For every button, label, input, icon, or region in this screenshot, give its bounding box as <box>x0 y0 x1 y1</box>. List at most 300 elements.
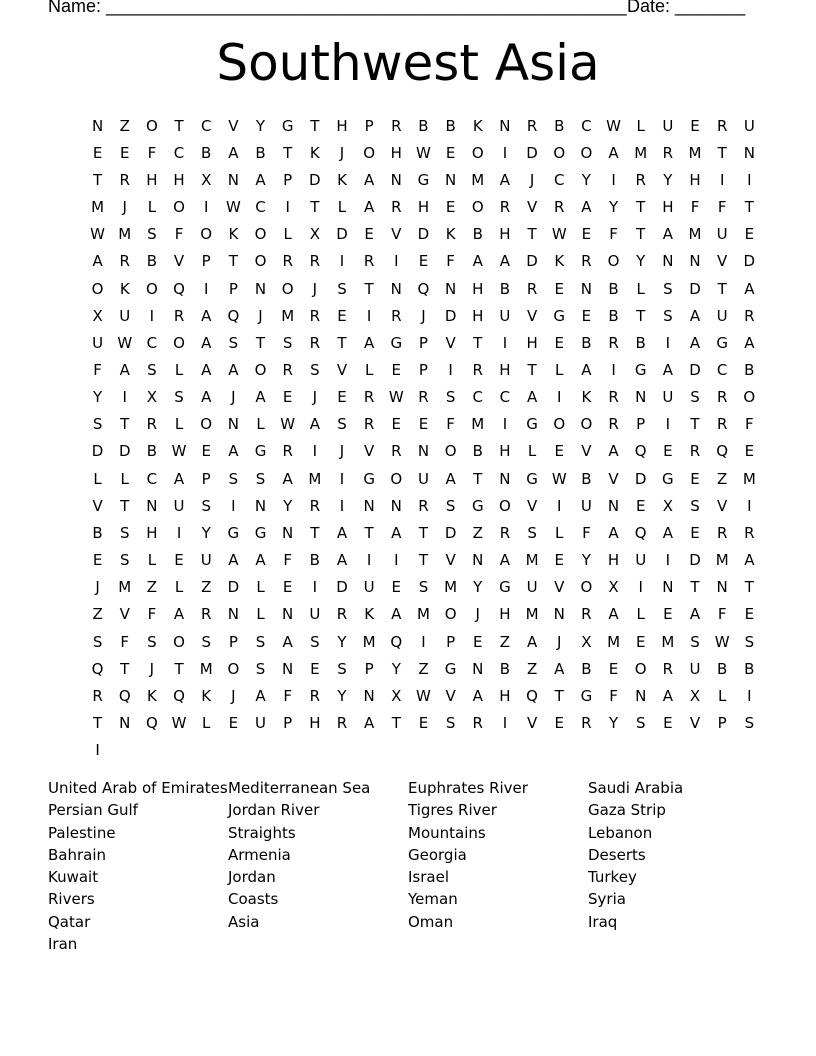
grid-letter: T <box>690 415 700 434</box>
grid-letter: S <box>310 632 320 651</box>
grid-letter: T <box>744 198 754 217</box>
grid-letter: D <box>526 143 538 162</box>
grid-letter: O <box>227 659 240 678</box>
grid-letter: F <box>717 198 727 217</box>
grid-letter: D <box>227 578 240 597</box>
grid-letter: N <box>390 279 402 298</box>
grid-letter: G <box>580 686 593 705</box>
grid-letter: Q <box>91 659 104 678</box>
grid-letter: P <box>446 632 456 651</box>
grid-letter: S <box>92 632 103 651</box>
grid-letter: C <box>472 388 483 407</box>
grid-letter: V <box>717 252 728 271</box>
grid-letter: Q <box>526 686 538 705</box>
grid-letter: L <box>93 469 102 488</box>
grid-letter: B <box>92 523 103 542</box>
grid-letter: R <box>716 523 728 542</box>
grid-letter: R <box>554 198 565 217</box>
grid-letter: L <box>202 714 211 733</box>
grid-letter: S <box>201 496 211 515</box>
grid-letter: W <box>280 415 296 434</box>
grid-letter: L <box>120 469 129 488</box>
grid-letter: J <box>312 279 318 298</box>
grid-letter: Y <box>337 632 347 651</box>
grid-letter: K <box>146 686 157 705</box>
grid-letter: S <box>282 333 293 352</box>
grid-letter: N <box>254 496 267 515</box>
grid-letter: A <box>364 170 375 189</box>
grid-letter: T <box>690 578 700 597</box>
grid-letter: O <box>444 605 457 624</box>
grid-letter: E <box>581 225 592 244</box>
grid-letter: V <box>119 605 130 624</box>
grid-letter: P <box>717 714 727 733</box>
grid-letter: R <box>282 360 293 379</box>
grid-letter: J <box>258 306 263 325</box>
grid-letter: R <box>608 388 619 407</box>
grid-letter: H <box>499 686 511 705</box>
grid-letter: S <box>228 469 239 488</box>
grid-letter: O <box>471 198 484 217</box>
grid-letter: U <box>716 225 728 244</box>
grid-letter: H <box>146 523 158 542</box>
grid-letter: R <box>391 198 402 217</box>
grid-letter: J <box>529 170 535 189</box>
grid-letter: F <box>283 686 292 705</box>
grid-letter: L <box>364 360 374 379</box>
grid-letter: L <box>337 198 347 217</box>
grid-letter: K <box>309 143 320 162</box>
grid-letter: U <box>526 578 538 597</box>
grid-letter: E <box>554 714 564 733</box>
grid-letter: I <box>203 279 209 298</box>
grid-letter: U <box>417 469 429 488</box>
grid-letter: O <box>281 279 294 298</box>
grid-letter: U <box>173 496 185 515</box>
grid-letter: S <box>255 659 266 678</box>
grid-letter: L <box>636 605 645 624</box>
grid-letter: L <box>636 279 645 298</box>
grid-letter: R <box>581 714 592 733</box>
grid-letter: Q <box>118 686 131 705</box>
grid-letter: L <box>283 225 292 244</box>
grid-letter: E <box>445 198 456 217</box>
grid-letter: L <box>174 360 184 379</box>
grid-letter: O <box>200 225 213 244</box>
grid-letter: I <box>312 578 318 597</box>
grid-letter: U <box>662 388 674 407</box>
grid-letter: G <box>471 496 484 515</box>
grid-letter: E <box>119 143 130 162</box>
grid-letter: Y <box>581 170 591 189</box>
grid-letter: A <box>608 442 619 461</box>
grid-letter: S <box>690 388 700 407</box>
grid-letter: R <box>581 252 592 271</box>
grid-letter: E <box>92 143 103 162</box>
grid-letter: B <box>608 306 619 325</box>
grid-letter: R <box>472 714 483 733</box>
grid-letter: H <box>336 116 348 135</box>
grid-letter: F <box>93 360 102 379</box>
grid-letter: F <box>745 415 754 434</box>
grid-letter: P <box>283 170 293 189</box>
grid-letter: A <box>255 170 266 189</box>
grid-letter: P <box>228 279 238 298</box>
grid-letter: R <box>309 252 321 271</box>
grid-letter: M <box>471 170 485 189</box>
grid-letter: E <box>473 632 483 651</box>
grid-letter: N <box>363 496 375 515</box>
grid-letter: G <box>634 360 647 379</box>
word-list-item: Iraq <box>588 912 618 931</box>
grid-letter: X <box>146 388 158 407</box>
grid-letter: T <box>636 225 646 244</box>
grid-letter: N <box>662 252 674 271</box>
grid-letter: R <box>472 360 483 379</box>
grid-letter: R <box>716 415 728 434</box>
grid-letter: O <box>580 578 593 597</box>
grid-letter: U <box>363 578 375 597</box>
grid-letter: E <box>337 306 347 325</box>
grid-letter: N <box>227 170 239 189</box>
grid-letter: A <box>499 252 511 271</box>
grid-letter: U <box>716 306 728 325</box>
grid-letter: U <box>119 306 131 325</box>
grid-letter: N <box>146 496 158 515</box>
grid-letter: L <box>174 415 184 434</box>
grid-letter: T <box>120 415 130 434</box>
grid-letter: E <box>418 252 429 271</box>
grid-letter: M <box>118 225 132 244</box>
grid-letter: I <box>339 469 345 488</box>
grid-letter: J <box>122 198 127 217</box>
grid-letter: P <box>418 360 428 379</box>
grid-letter: V <box>364 442 375 461</box>
grid-letter: G <box>444 659 457 678</box>
grid-letter: S <box>147 360 157 379</box>
grid-letter: Q <box>634 442 647 461</box>
grid-letter: G <box>716 333 728 352</box>
grid-letter: W <box>388 388 404 407</box>
grid-letter: T <box>310 116 320 135</box>
grid-letter: M <box>308 469 322 488</box>
grid-letter: A <box>662 225 673 244</box>
grid-letter: V <box>608 469 619 488</box>
grid-letter: T <box>473 333 483 352</box>
grid-letter: R <box>309 496 321 515</box>
grid-letter: E <box>663 442 673 461</box>
grid-letter: S <box>147 225 157 244</box>
grid-letter: S <box>147 632 157 651</box>
grid-letter: Q <box>716 442 729 461</box>
grid-letter: O <box>743 388 756 407</box>
grid-letter: E <box>554 551 564 570</box>
grid-letter: L <box>527 442 537 461</box>
grid-letter: O <box>390 469 403 488</box>
grid-letter: U <box>255 714 266 733</box>
grid-letter: U <box>635 551 647 570</box>
grid-letter: V <box>526 496 538 515</box>
grid-letter: C <box>146 469 158 488</box>
word-list-item: Rivers <box>48 890 95 909</box>
grid-letter: U <box>743 116 755 135</box>
grid-letter: D <box>743 252 756 271</box>
grid-letter: R <box>716 116 728 135</box>
grid-letter: O <box>580 143 593 162</box>
grid-letter: R <box>608 415 619 434</box>
grid-letter: V <box>445 333 456 352</box>
grid-letter: I <box>665 415 671 434</box>
grid-letter: N <box>282 523 294 542</box>
grid-letter: N <box>580 279 592 298</box>
grid-letter: L <box>256 605 265 624</box>
grid-letter: V <box>391 225 402 244</box>
grid-letter: S <box>527 523 537 542</box>
grid-letter: I <box>665 551 671 570</box>
grid-letter: O <box>607 252 620 271</box>
grid-letter: C <box>553 170 565 189</box>
grid-letter: W <box>551 225 567 244</box>
grid-letter: C <box>499 388 511 407</box>
grid-letter: G <box>281 116 294 135</box>
grid-letter: S <box>119 523 130 542</box>
grid-letter: W <box>714 632 730 651</box>
grid-letter: L <box>555 360 564 379</box>
grid-letter: N <box>282 659 294 678</box>
grid-letter: M <box>688 225 702 244</box>
grid-letter: E <box>690 523 700 542</box>
grid-letter: A <box>228 143 239 162</box>
grid-letter: U <box>92 333 104 352</box>
grid-letter: I <box>747 686 752 705</box>
grid-letter: V <box>554 578 565 597</box>
grid-letter: A <box>201 333 212 352</box>
grid-letter: V <box>526 306 538 325</box>
grid-letter: C <box>716 360 728 379</box>
word-list-item: Mountains <box>408 823 486 842</box>
grid-letter: B <box>418 116 429 135</box>
grid-letter: B <box>499 279 511 298</box>
grid-letter: S <box>337 659 347 678</box>
grid-letter: I <box>611 170 616 189</box>
grid-letter: B <box>472 442 483 461</box>
grid-letter: G <box>254 442 267 461</box>
grid-letter: Q <box>145 714 158 733</box>
grid-letter: T <box>554 686 564 705</box>
grid-letter: M <box>715 551 729 570</box>
grid-letter: I <box>557 388 562 407</box>
grid-letter: I <box>611 360 616 379</box>
grid-letter: A <box>744 551 755 570</box>
grid-letter: O <box>145 116 158 135</box>
grid-letter: I <box>95 741 100 760</box>
grid-letter: F <box>120 632 130 651</box>
grid-letter: W <box>606 116 621 135</box>
grid-letter: B <box>744 659 755 678</box>
grid-letter: M <box>742 469 756 488</box>
grid-letter: V <box>717 496 728 515</box>
word-list-item: Israel <box>408 868 449 887</box>
word-list-item: Gaza Strip <box>588 801 666 820</box>
grid-letter: D <box>444 306 457 325</box>
grid-letter: F <box>283 551 292 570</box>
grid-letter: O <box>91 279 104 298</box>
grid-letter: E <box>690 469 700 488</box>
grid-letter: L <box>555 523 564 542</box>
grid-letter: S <box>228 333 239 352</box>
grid-letter: H <box>390 143 402 162</box>
grid-letter: M <box>281 306 295 325</box>
grid-letter: A <box>391 605 402 624</box>
grid-letter: F <box>717 605 727 624</box>
grid-letter: E <box>744 442 755 461</box>
grid-letter: O <box>471 143 484 162</box>
grid-letter: A <box>364 198 375 217</box>
grid-letter: I <box>394 551 399 570</box>
grid-letter: B <box>717 659 728 678</box>
grid-letter: X <box>581 632 592 651</box>
grid-letter: Y <box>663 170 673 189</box>
grid-letter: S <box>744 714 755 733</box>
grid-letter: A <box>201 388 212 407</box>
grid-letter: Y <box>92 388 103 407</box>
grid-letter: N <box>662 578 674 597</box>
grid-letter: T <box>174 116 184 135</box>
grid-letter: E <box>391 360 402 379</box>
grid-letter: Y <box>636 252 646 271</box>
grid-letter: K <box>554 252 565 271</box>
grid-letter: E <box>418 415 429 434</box>
grid-letter: T <box>391 714 401 733</box>
grid-letter: S <box>445 714 456 733</box>
grid-letter: K <box>119 279 130 298</box>
grid-letter: Y <box>581 551 591 570</box>
grid-letter: X <box>608 578 619 597</box>
grid-letter: W <box>90 225 105 244</box>
grid-letter: E <box>635 496 646 515</box>
grid-letter: B <box>146 442 158 461</box>
grid-letter: V <box>336 360 348 379</box>
grid-letter: P <box>636 415 646 434</box>
grid-letter: T <box>636 198 646 217</box>
grid-letter: B <box>201 143 212 162</box>
grid-letter: N <box>254 279 267 298</box>
grid-letter: R <box>391 442 402 461</box>
grid-letter: U <box>689 659 701 678</box>
grid-letter: I <box>638 578 643 597</box>
grid-letter: K <box>581 388 592 407</box>
grid-letter: E <box>554 279 564 298</box>
word-list-item: Bahrain <box>48 845 107 864</box>
grid-letter: I <box>231 496 236 515</box>
grid-letter: I <box>448 360 453 379</box>
grid-letter: N <box>444 279 457 298</box>
grid-letter: M <box>661 632 675 651</box>
word-list-item: Mediterranean Sea <box>228 779 371 797</box>
grid-letter: A <box>391 523 402 542</box>
word-list-item: Persian Gulf <box>48 801 138 820</box>
grid-letter: K <box>201 686 212 705</box>
grid-letter: L <box>256 415 265 434</box>
grid-letter: N <box>227 415 239 434</box>
grid-letter: G <box>662 469 674 488</box>
word-list-item: Palestine <box>48 823 116 842</box>
word-list-item: Syria <box>588 890 626 909</box>
grid-letter: H <box>472 306 484 325</box>
word-list <box>48 777 768 955</box>
grid-letter: G <box>526 469 538 488</box>
word-list-item: Qatar <box>48 912 91 931</box>
grid-letter: R <box>526 116 538 135</box>
grid-letter: O <box>254 252 267 271</box>
grid-letter: I <box>719 170 725 189</box>
grid-letter: C <box>146 333 158 352</box>
grid-letter: P <box>418 333 428 352</box>
grid-letter: E <box>608 659 619 678</box>
grid-letter: A <box>255 686 266 705</box>
grid-letter: Y <box>337 686 347 705</box>
grid-letter: T <box>744 578 754 597</box>
grid-letter: D <box>336 578 348 597</box>
word-list-item: Yeman <box>408 890 458 909</box>
name-field-label: Name: ____________________________________________________ <box>48 0 627 16</box>
grid-letter: N <box>227 605 239 624</box>
grid-letter: Y <box>391 659 401 678</box>
grid-letter: Z <box>92 605 103 624</box>
grid-letter: N <box>417 442 430 461</box>
grid-letter: R <box>391 306 402 325</box>
grid-letter: O <box>553 143 566 162</box>
grid-letter: A <box>201 360 212 379</box>
grid-letter: S <box>337 415 347 434</box>
grid-letter: D <box>91 442 104 461</box>
grid-letter: I <box>747 496 752 515</box>
grid-letter: H <box>173 170 185 189</box>
grid-letter: W <box>416 686 431 705</box>
grid-letter: B <box>608 279 619 298</box>
grid-letter: R <box>363 252 375 271</box>
grid-letter: X <box>309 225 320 244</box>
grid-letter: M <box>118 578 132 597</box>
grid-letter: N <box>716 578 728 597</box>
grid-letter: T <box>174 659 184 678</box>
date-field-label: Date: _______ <box>627 0 746 16</box>
grid-letter: M <box>199 659 213 678</box>
grid-letter: J <box>231 686 236 705</box>
grid-letter: F <box>609 686 618 705</box>
grid-letter: B <box>581 469 592 488</box>
grid-letter: S <box>174 388 184 407</box>
grid-letter: V <box>173 252 185 271</box>
grid-letter: E <box>690 116 700 135</box>
grid-letter: Z <box>418 659 429 678</box>
grid-letter: T <box>527 360 537 379</box>
grid-letter: B <box>581 333 592 352</box>
grid-letter: E <box>201 442 211 461</box>
grid-letter: O <box>145 279 158 298</box>
grid-letter: N <box>743 143 755 162</box>
grid-letter: A <box>499 170 511 189</box>
grid-letter: N <box>91 116 104 135</box>
grid-letter: W <box>117 333 133 352</box>
grid-letter: Z <box>119 116 130 135</box>
grid-letter: E <box>391 578 402 597</box>
grid-letter: A <box>364 333 375 352</box>
grid-letter: R <box>689 442 701 461</box>
grid-letter: A <box>282 632 293 651</box>
grid-letter: S <box>744 632 755 651</box>
grid-letter: S <box>255 632 266 651</box>
